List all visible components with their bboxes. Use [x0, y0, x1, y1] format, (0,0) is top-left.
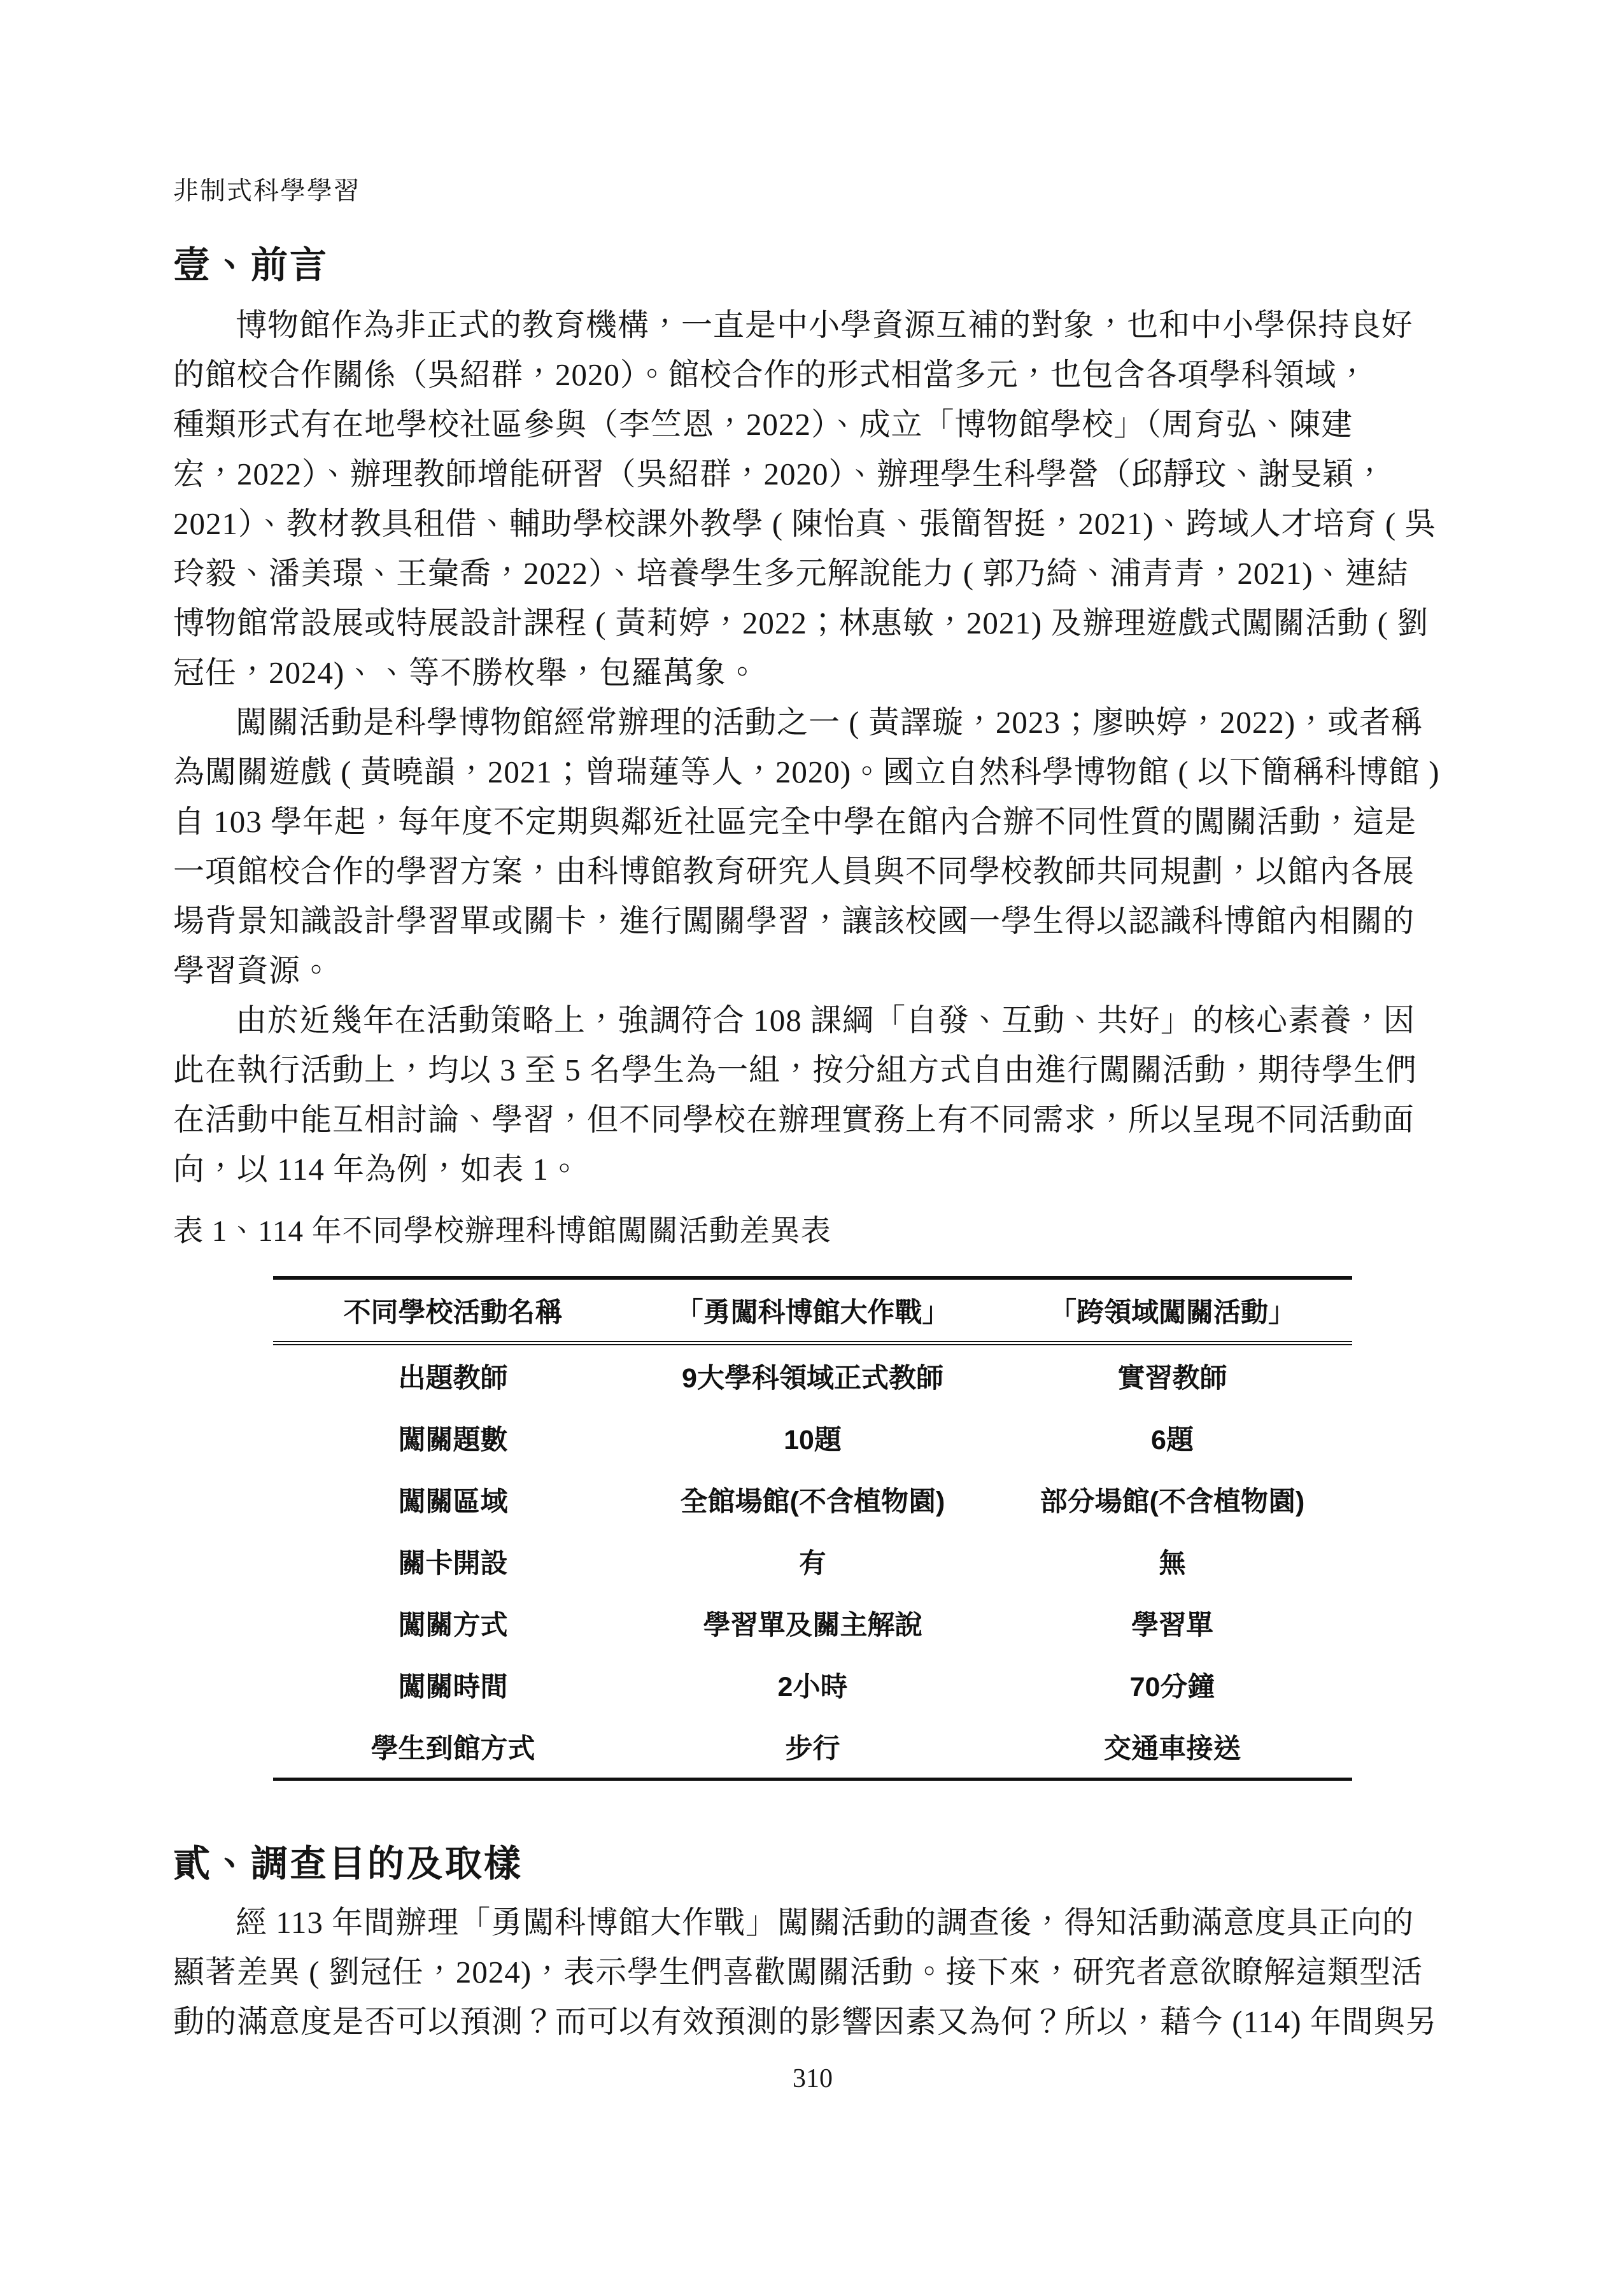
- table-row: [273, 1407, 1352, 1469]
- table-row: [273, 1469, 1352, 1531]
- paragraph-2: [173, 698, 1452, 996]
- text-line: 在活動中能互相討論、學習，但不同學校在辦理實務上有不同需求，所以呈現不同活動面: [173, 1102, 1415, 1137]
- table-row: [273, 1654, 1352, 1716]
- section2-heading: 貳、調查目的及取樣: [173, 1843, 523, 1885]
- text-line: 玲毅、潘美璟、王彙喬，2022）、培養學生多元解說能力 ( 郭乃綺、浦青青，2021)、連結: [173, 556, 1409, 591]
- table1-header-col2: 「勇闖科博館大作戰」: [633, 1278, 992, 1343]
- cell-value: 有: [799, 1548, 826, 1579]
- cell-value: 10題: [784, 1425, 842, 1455]
- text-line: 的館校合作關係（吳紹群，2020）。館校合作的形式相當多元，也包含各項學科領域，: [173, 357, 1369, 392]
- text-line: 博物館常設展或特展設計課程 ( 黃莉婷，2022；林惠敏，2021) 及辦理遊戲式闖關活動 ( 劉: [173, 605, 1429, 640]
- row-label: 闖關區域: [398, 1487, 508, 1517]
- cell-value: 6題: [1151, 1425, 1194, 1455]
- text-line: 一項館校合作的學習方案，由科博館教育研究人員與不同學校教師共同規劃，以館內各展: [173, 854, 1415, 889]
- cell-value: 交通車接送: [1104, 1734, 1241, 1764]
- table1-caption: 表 1、114 年不同學校辦理科博館闖關活動差異表: [173, 1215, 831, 1248]
- row-label: 學生到館方式: [371, 1734, 535, 1764]
- text-line: 為闖關遊戲 ( 黃曉韻，2021；曾瑞蓮等人，2020)。國立自然科學博物館 ( 以下簡稱科博館 ): [173, 754, 1440, 789]
- row-label: 關卡開設: [398, 1548, 508, 1579]
- cell-value: 實習教師: [1117, 1363, 1227, 1394]
- table-row: [273, 1716, 1352, 1779]
- text-line: 動的滿意度是否可以預測？而可以有效預測的影響因素又為何？所以，藉今 (114) 年間與另: [173, 2004, 1437, 2039]
- text-line: 2021）、教材教具租借、輔助學校課外教學 ( 陳怡真、張簡智挺，2021)、跨域人才培育 ( 吳: [173, 506, 1437, 541]
- table-header-row: [273, 1278, 1352, 1343]
- cell-value: 2小時: [777, 1672, 848, 1702]
- text-line: 宏，2022）、辦理教師增能研習（吳紹群，2020）、辦理學生科學營（邱靜玟、謝旻穎，: [173, 456, 1387, 492]
- row-label: 闖關時間: [398, 1672, 508, 1702]
- text-line: 由於近幾年在活動策略上，強調符合 108 課綱「自發、互動、共好」的核心素養，因: [236, 1003, 1416, 1038]
- text-line: 此在執行活動上，均以 3 至 5 名學生為一組，按分組方式自由進行闖關活動，期待學生們: [173, 1052, 1418, 1087]
- text-line: 冠任，2024)、、等不勝枚舉，包羅萬象。: [173, 655, 759, 690]
- table-row: [273, 1592, 1352, 1654]
- table1-header-col1: 不同學校活動名稱: [273, 1278, 633, 1343]
- row-label: 闖關題數: [398, 1425, 508, 1455]
- table1-head: [273, 1278, 1352, 1343]
- cell-value: 全館場館(不含植物園): [680, 1487, 945, 1517]
- paragraph-3: [173, 996, 1452, 1194]
- cell-value: 70分鐘: [1129, 1672, 1215, 1702]
- text-line: 博物館作為非正式的教育機構，一直是中小學資源互補的對象，也和中小學保持良好: [236, 308, 1414, 343]
- table-row: [273, 1531, 1352, 1592]
- cell-value: 部分場館(不含植物園): [1040, 1487, 1305, 1517]
- table1-header-col3: 「跨領域闖關活動」: [992, 1278, 1352, 1343]
- cell-value: 學習單及關主解說: [703, 1610, 922, 1641]
- text-line: 顯著差異 ( 劉冠任，2024)，表示學生們喜歡闖關活動。接下來，研究者意欲瞭解這類型活: [173, 1955, 1423, 1990]
- text-line: 場背景知識設計學習單或關卡，進行闖關學習，讓該校國一學生得以認識科博館內相關的: [173, 903, 1415, 938]
- page-number: 310: [793, 2064, 833, 2093]
- text-line: 種類形式有在地學校社區參與（李竺恩，2022）、成立「博物館學校」（周育弘、陳建: [173, 407, 1353, 442]
- cell-value: 無: [1159, 1548, 1186, 1579]
- row-label: 闖關方式: [398, 1610, 508, 1641]
- cell-value: 步行: [785, 1734, 840, 1764]
- cell-value: 學習單: [1131, 1610, 1213, 1641]
- running-header: 非制式科學學習: [173, 176, 360, 205]
- text-line: 學習資源。: [173, 953, 333, 988]
- paragraph-1: [173, 301, 1452, 698]
- paragraph-4: [173, 1898, 1452, 2047]
- row-label: 出題教師: [398, 1363, 508, 1394]
- table-row: [273, 1343, 1352, 1408]
- text-line: 經 113 年間辦理「勇闖科博館大作戰」闖關活動的調查後，得知活動滿意度具正向的: [236, 1905, 1415, 1940]
- table1-body: [273, 1343, 1352, 1779]
- text-line: 向，以 114 年為例，如表 1。: [173, 1152, 581, 1187]
- text-line: 自 103 學年起，每年度不定期與鄰近社區完全中學在館內合辦不同性質的闖關活動，這是: [173, 804, 1417, 839]
- cell-value: 9大學科領域正式教師: [682, 1363, 943, 1394]
- table1: [273, 1276, 1352, 1781]
- section1-heading: 壹、前言: [173, 244, 329, 286]
- text-line: 闖關活動是科學博物館經常辦理的活動之一 ( 黃譯璇，2023；廖映婷，2022)，或者稱: [236, 705, 1423, 740]
